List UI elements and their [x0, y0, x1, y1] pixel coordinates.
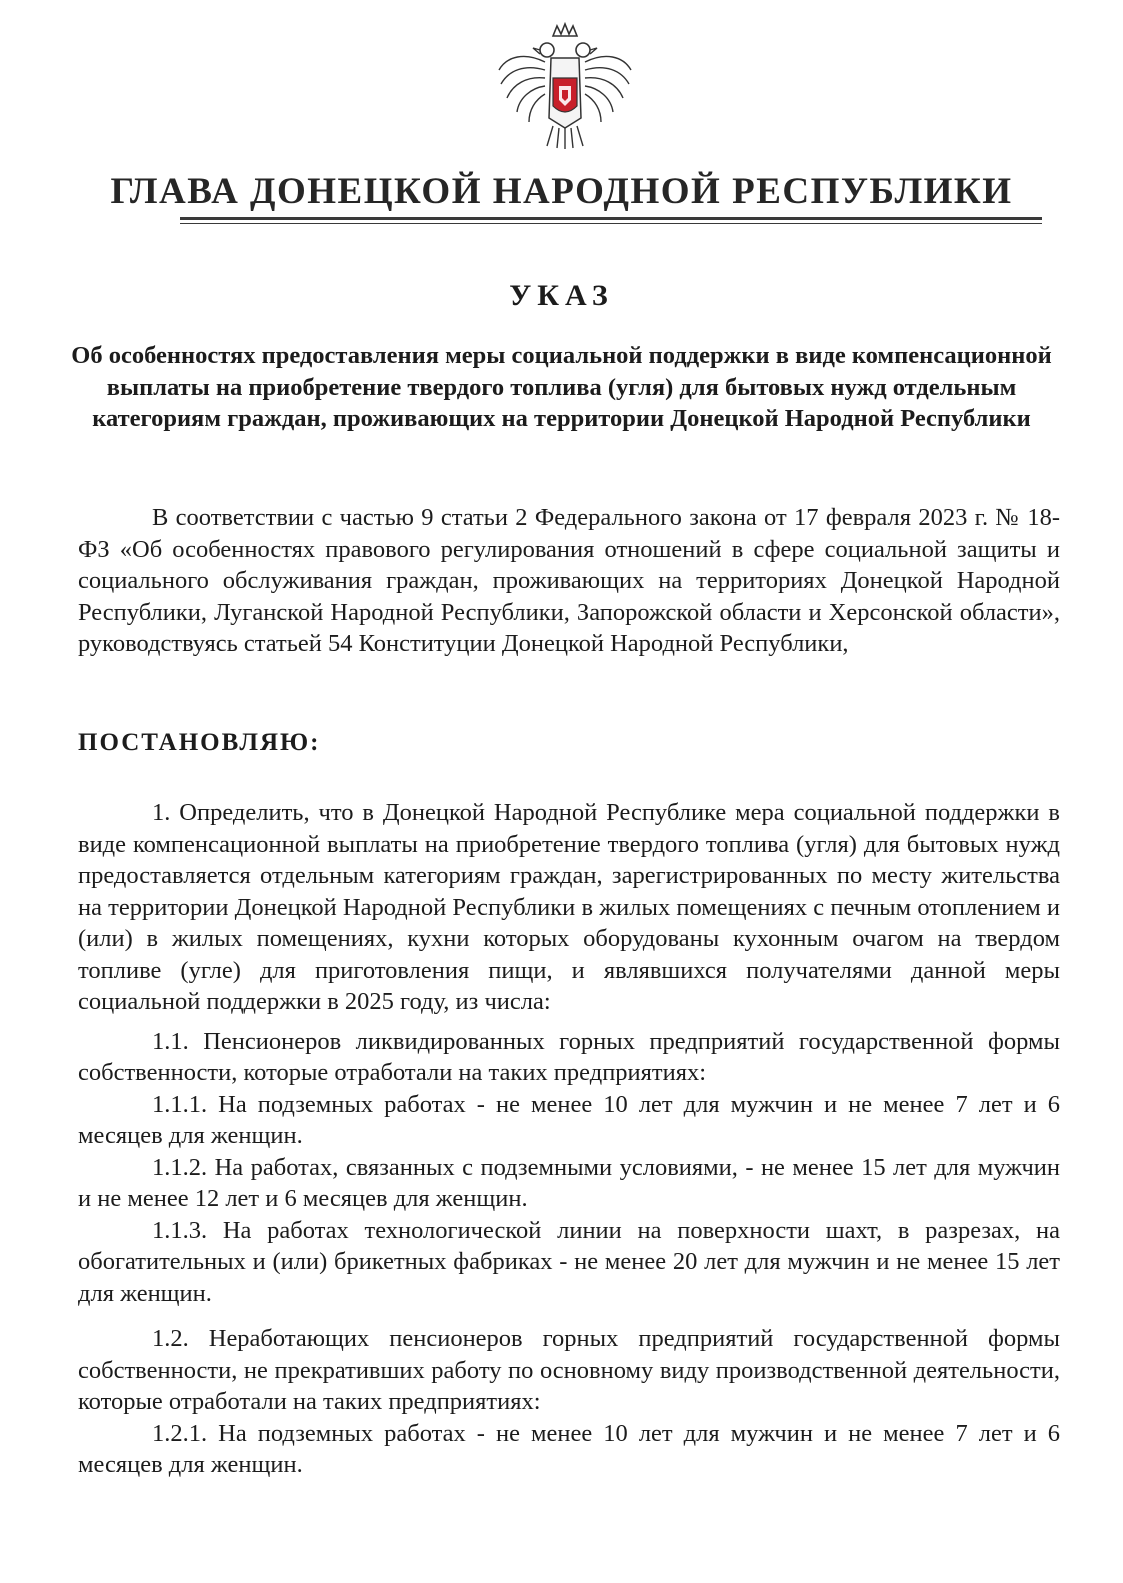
item-1-1: 1.1. Пенсионеров ликвидированных горных предприятий государственной формы собственности, которые отработали на таких предприятиях:: [78, 1027, 1060, 1086]
item-1-2-1: 1.2.1. На подземных работах - не менее 10 лет для мужчин и не менее 7 лет и 6 месяцев для женщин.: [78, 1419, 1060, 1478]
item-1-1-1: 1.1.1. На подземных работах - не менее 10 лет для мужчин и не менее 7 лет и 6 месяцев для женщин.: [78, 1090, 1060, 1149]
item-1-2: 1.2. Неработающих пенсионеров горных предприятий государственной формы собственности, не прекративших работу по основному виду производственной деятельности, которые отработали на таких предприятиях:: [78, 1325, 1060, 1415]
issuer-title: ГЛАВА ДОНЕЦКОЙ НАРОДНОЙ РЕСПУБЛИКИ: [110, 171, 1013, 212]
document-type: УКАЗ: [509, 279, 614, 312]
preamble-text: В соответствии с частью 9 статьи 2 Федерального закона от 17 февраля 2023 г. № 18-ФЗ «Об особенностях правового регулирования отношений в сфере социальной защиты и социального обслуживания граждан, проживающих на территориях Донецкой Народной Республики, Луганской Народной Республики, Запорожской области и Херсонской области», руководствуясь статьей 54 Конституции Донецкой Народной Республики,: [78, 504, 1060, 657]
decree-items: [78, 797, 1060, 1481]
header-divider-thin: [180, 223, 1042, 224]
item-1: 1. Определить, что в Донецкой Народной Республике мера социальной поддержки в виде компенсационной выплаты на приобретение твердого топлива (угля) для бытовых нужд предоставляется отдельным категориям граждан, зарегистрированных по месту жительства на территории Донецкой Народной Республики в жилых помещениях с печным отоплением и (или) в жилых помещениях, кухни которых оборудованы кухонным очагом на твердом топливе (угле) для приготовления пищи, и являвшихся получателями данной меры социальной поддержки в 2025 году, из числа:: [78, 799, 1060, 1015]
decree-heading: ПОСТАНОВЛЯЮ:: [78, 729, 321, 756]
header-divider-thick: [180, 217, 1042, 220]
item-1-1-2: 1.1.2. На работах, связанных с подземными условиями, - не менее 15 лет для мужчин и не менее 12 лет и 6 месяцев для женщин.: [78, 1153, 1060, 1212]
coat-of-arms-icon: [495, 22, 635, 150]
item-1-1-3: 1.1.3. На работах технологической линии на поверхности шахт, в разрезах, на обогатительных и (или) брикетных фабриках - не менее 20 лет для мужчин и не менее 15 лет для женщин.: [78, 1216, 1060, 1307]
document-subject: Об особенностях предоставления меры социальной поддержки в виде компенсационной выплаты на приобретение твердого топлива (угля) для бытовых нужд отдельным категориям граждан, проживающих на территории Донецкой Народной Республики: [71, 342, 1052, 432]
preamble: [78, 502, 1060, 660]
